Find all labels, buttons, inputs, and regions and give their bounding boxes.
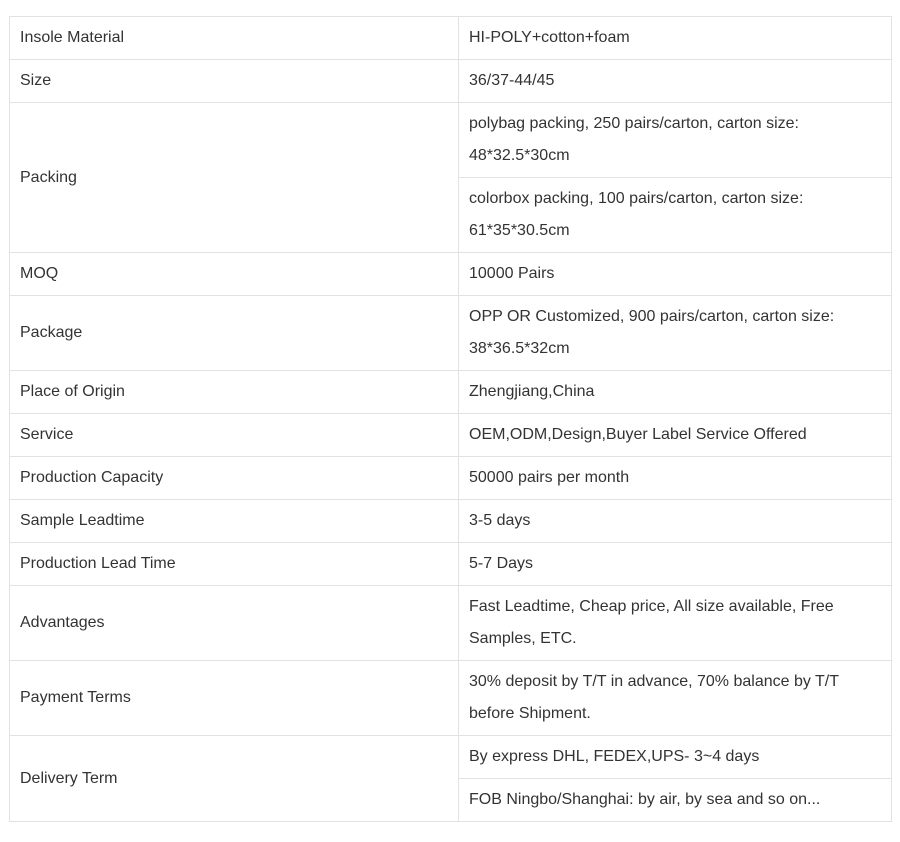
row-value: Zhengjiang,China — [459, 371, 892, 414]
row-label: Sample Leadtime — [10, 500, 459, 543]
row-label: MOQ — [10, 253, 459, 296]
row-value: Fast Leadtime, Cheap price, All size available, Free Samples, ETC. — [459, 586, 892, 661]
table-row-production-lead-time — [10, 543, 892, 586]
table-row-service — [10, 414, 892, 457]
table-row-production-capacity — [10, 457, 892, 500]
row-value: By express DHL, FEDEX,UPS- 3~4 days — [459, 736, 892, 779]
row-label: Place of Origin — [10, 371, 459, 414]
row-label: Payment Terms — [10, 661, 459, 736]
product-spec-table — [9, 16, 892, 822]
row-value: 5-7 Days — [459, 543, 892, 586]
row-value: 3-5 days — [459, 500, 892, 543]
row-label: Service — [10, 414, 459, 457]
row-value: OPP OR Customized, 900 pairs/carton, carton size: 38*36.5*32cm — [459, 296, 892, 371]
row-label: Insole Material — [10, 17, 459, 60]
table-row-moq — [10, 253, 892, 296]
row-value: 30% deposit by T/T in advance, 70% balance by T/T before Shipment. — [459, 661, 892, 736]
table-row-place-of-origin — [10, 371, 892, 414]
row-label: Size — [10, 60, 459, 103]
row-label: Package — [10, 296, 459, 371]
table-row-advantages — [10, 586, 892, 661]
row-label: Production Lead Time — [10, 543, 459, 586]
row-label: Production Capacity — [10, 457, 459, 500]
table-row-sample-leadtime — [10, 500, 892, 543]
row-label: Advantages — [10, 586, 459, 661]
row-label: Packing — [10, 103, 459, 253]
table-row-packing — [10, 103, 892, 178]
row-value: 10000 Pairs — [459, 253, 892, 296]
row-value: 50000 pairs per month — [459, 457, 892, 500]
table-row-delivery-term — [10, 736, 892, 779]
row-value: colorbox packing, 100 pairs/carton, carton size: 61*35*30.5cm — [459, 178, 892, 253]
row-value: polybag packing, 250 pairs/carton, carton size: 48*32.5*30cm — [459, 103, 892, 178]
table-row-size — [10, 60, 892, 103]
row-value: HI-POLY+cotton+foam — [459, 17, 892, 60]
row-label: Delivery Term — [10, 736, 459, 822]
table-row-payment-terms — [10, 661, 892, 736]
table-row-insole-material — [10, 17, 892, 60]
row-value: OEM,ODM,Design,Buyer Label Service Offered — [459, 414, 892, 457]
table-row-package — [10, 296, 892, 371]
row-value: FOB Ningbo/Shanghai: by air, by sea and so on... — [459, 779, 892, 822]
row-value: 36/37-44/45 — [459, 60, 892, 103]
